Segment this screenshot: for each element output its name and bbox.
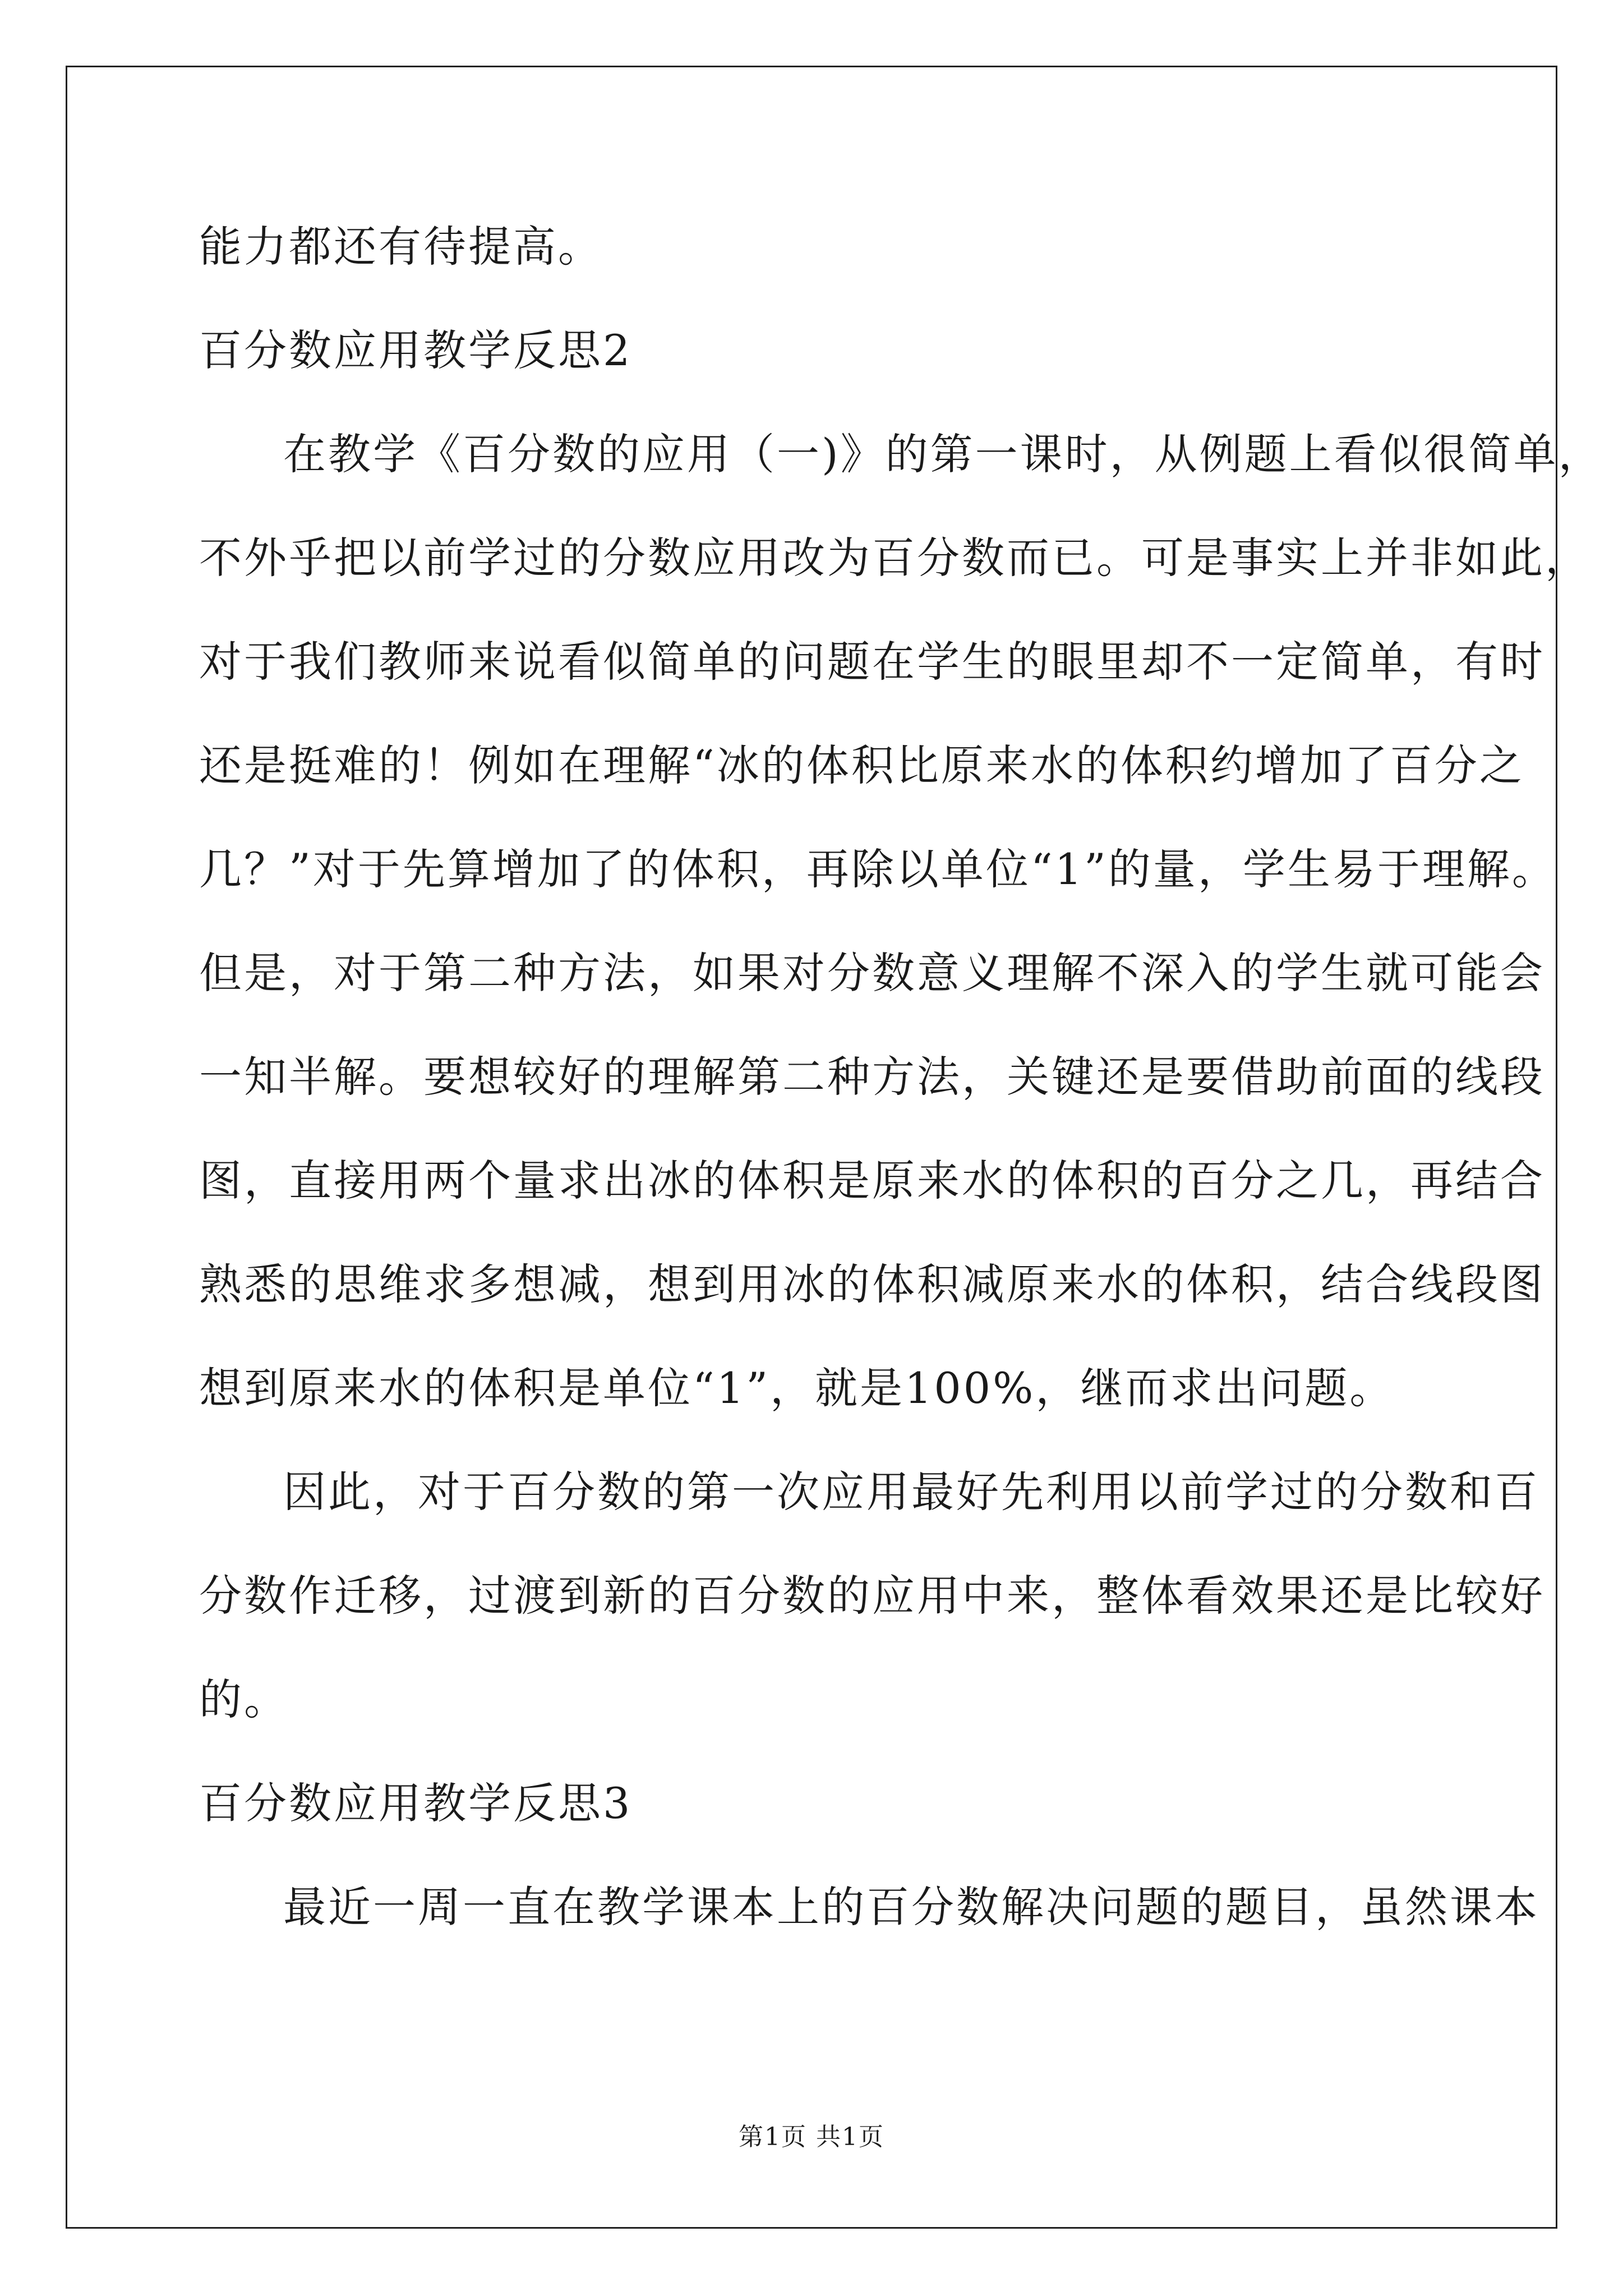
section-heading: 百分数应用教学反思2: [199, 325, 633, 375]
paragraph-line: 在教学《百分数的应用（一)》的第一课时，从例题上看似很简单，: [283, 429, 1603, 479]
paragraph-line: 熟悉的思维求多想减，想到用冰的体积减原来水的体积，结合线段图: [199, 1259, 1545, 1309]
paragraph-line: 图，直接用两个量求出冰的体积是原来水的体积的百分之几，再结合: [199, 1156, 1545, 1205]
paragraph-line: 一知半解。要想较好的理解第二种方法，关键还是要借助前面的线段: [199, 1052, 1545, 1102]
paragraph-line: 对于我们教师来说看似简单的问题在学生的眼里却不一定简单，有时: [199, 637, 1545, 687]
paragraph-line: 因此，对于百分数的第一次应用最好先利用以前学过的分数和百: [283, 1467, 1539, 1517]
paragraph-line: 几？”对于先算增加了的体积，再除以单位“1”的量，学生易于理解。: [199, 844, 1557, 894]
paragraph-line: 但是，对于第二种方法，如果对分数意义理解不深入的学生就可能会: [199, 948, 1545, 998]
paragraph-line: 的。: [199, 1674, 289, 1724]
paragraph-line: 分数作迁移，过渡到新的百分数的应用中来，整体看效果还是比较好: [199, 1571, 1545, 1621]
paragraph-line: 最近一周一直在教学课本上的百分数解决问题的题目，虽然课本: [283, 1882, 1539, 1932]
paragraph-line: 还是挺难的！例如在理解“冰的体积比原来水的体积约增加了百分之: [199, 740, 1524, 790]
section-heading: 百分数应用教学反思3: [199, 1778, 633, 1828]
paragraph-line: 能力都还有待提高。: [199, 222, 603, 272]
paragraph-line: 不外乎把以前学过的分数应用改为百分数而已。可是事实上并非如此，: [199, 533, 1590, 583]
page-number-footer: 第1页 共1页: [739, 2123, 884, 2151]
paragraph-line: 想到原来水的体积是单位“1”，就是100%，继而求出问题。: [199, 1363, 1395, 1413]
